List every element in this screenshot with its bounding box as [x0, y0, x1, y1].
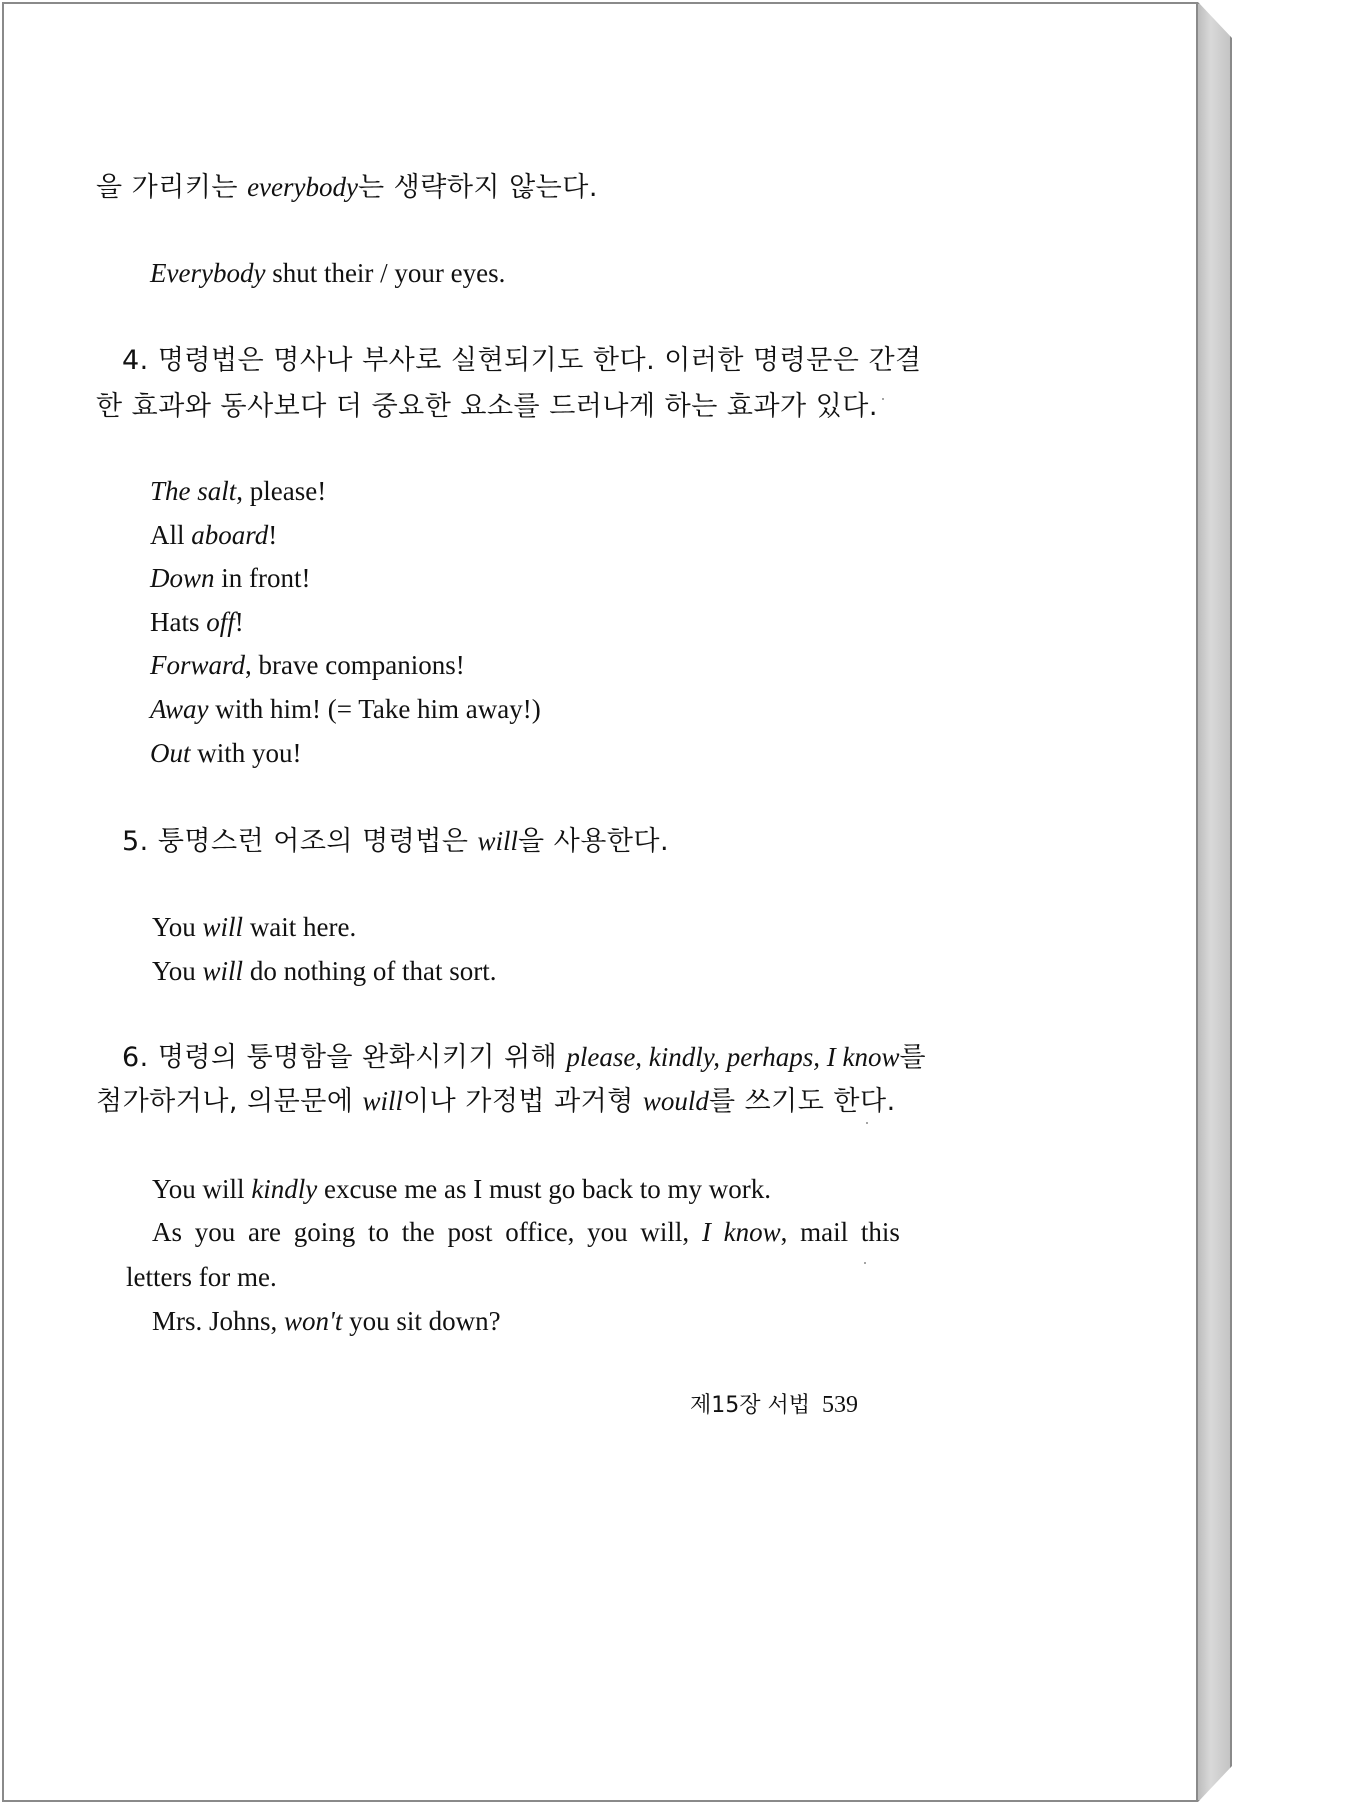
page-number: 539 [822, 1392, 858, 1418]
example-6-2: As you are going to the post office, you will, I know, mail this [152, 1217, 900, 1247]
section-4-line-2: 한 효과와 동사보다 더 중요한 요소를 드러나게 하는 효과가 있다. [96, 391, 878, 422]
scan-speck [864, 1262, 866, 1264]
example-everybody: Everybody shut their / your eyes. [150, 258, 506, 288]
section-6-line-2: 첨가하거나, 의문문에 will이나 가정법 과거형 would를 쓰기도 한다. [96, 1086, 896, 1117]
example-4-3: Down in front! [150, 563, 311, 593]
page-stack-edge [1198, 2, 1232, 1802]
page-footer [690, 1390, 858, 1421]
chapter-label: 제15장 서법 [690, 1393, 810, 1418]
example-6-4: Mrs. Johns, won't you sit down? [152, 1306, 501, 1336]
example-4-5: Forward, brave companions! [150, 650, 465, 680]
section-5-line: 5. 퉁명스런 어조의 명령법은 will을 사용한다. [122, 826, 670, 857]
section-4-line-1: 4. 명령법은 명사나 부사로 실현되기도 한다. 이러한 명령문은 간결 [122, 345, 922, 376]
section-6-line-1: 6. 명령의 퉁명함을 완화시키기 위해 please, kindly, perhaps, I know를 [122, 1042, 927, 1073]
example-6-3: letters for me. [126, 1262, 277, 1292]
scan-speck [866, 1122, 868, 1124]
example-4-7: Out with you! [150, 738, 302, 768]
text-line-1: 을 가리키는 everybody는 생략하지 않는다. [96, 172, 598, 203]
example-6-1: You will kindly excuse me as I must go back to my work. [152, 1174, 771, 1204]
example-5-2: You will do nothing of that sort. [152, 956, 497, 986]
example-5-1: You will wait here. [152, 912, 357, 942]
scan-speck [882, 398, 884, 400]
example-4-2: All aboard! [150, 520, 278, 550]
example-4-1: The salt, please! [150, 476, 327, 506]
example-4-4: Hats off! [150, 607, 244, 637]
example-4-6: Away with him! (= Take him away!) [150, 694, 541, 724]
